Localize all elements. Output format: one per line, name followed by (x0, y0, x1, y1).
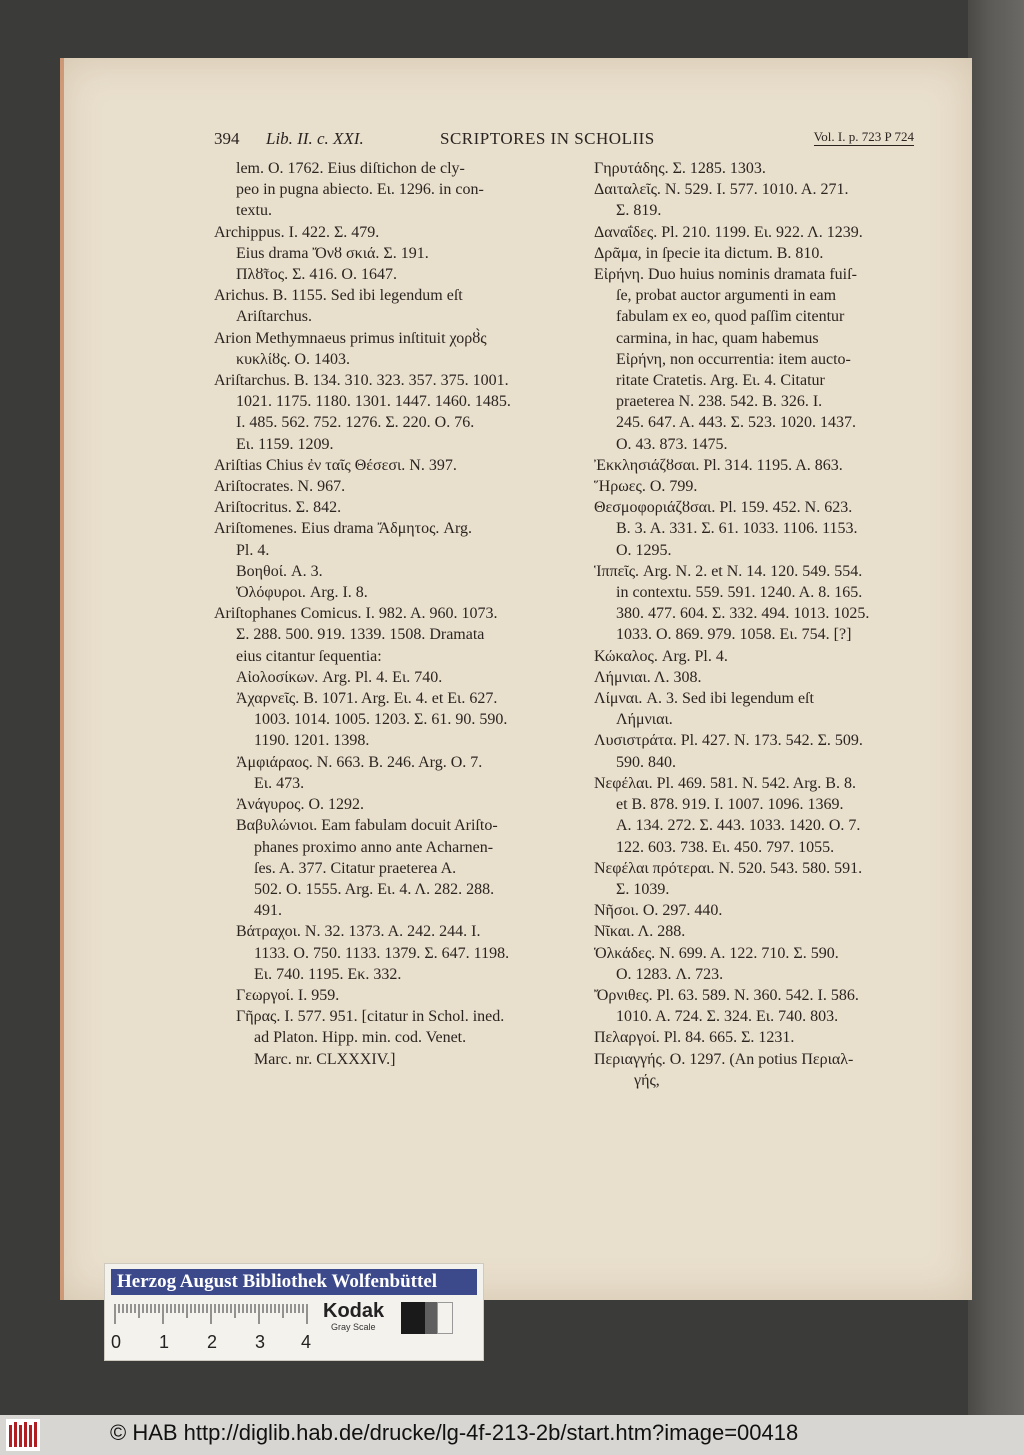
index-line: Νῖκαι. Λ. 288. (594, 923, 686, 941)
index-line: Archippus. I. 422. Σ. 479. (214, 223, 380, 241)
index-line: Αἰολοσίκων. Arg. Pl. 4. Eι. 740. (236, 668, 443, 686)
index-column-right (594, 158, 916, 1091)
index-line: Marc. nr. CLXXXIV.] (254, 1050, 396, 1068)
index-line: Πλȣ̃τος. Σ. 416. O. 1647. (236, 266, 397, 284)
index-line: 502. O. 1555. Arg. Eι. 4. Λ. 282. 288. (254, 880, 495, 898)
index-line: peo in pugna abiecto. Eι. 1296. in con- (236, 181, 484, 199)
index-line: Περιαγγής. O. 1297. (An potius Περιαλ- (594, 1050, 854, 1068)
index-line: Δαναΐδες. Pl. 210. 1199. Eι. 922. Λ. 1239. (594, 223, 863, 241)
chapter-reference: Lib. II. c. XXI. (266, 129, 364, 148)
scale-number: 0 (111, 1332, 122, 1352)
volume-reference: Vol. I. p. 723 P 724 (813, 129, 914, 144)
page-number: 394 (214, 129, 240, 148)
index-line: 1033. O. 869. 979. 1058. Eι. 754. [?] (616, 626, 852, 644)
index-line: Νῆσοι. O. 297. 440. (594, 902, 723, 920)
index-line: Ἥρωες. O. 799. (594, 478, 698, 496)
index-line: et B. 878. 919. I. 1007. 1096. 1369. (616, 796, 844, 814)
index-line: O. 1283. Λ. 723. (616, 965, 724, 983)
index-line: Eι. 1159. 1209. (236, 435, 334, 453)
index-line: eius citantur ſequentia: (236, 647, 382, 665)
index-line: Λυσιστράτα. Pl. 427. N. 173. 542. Σ. 509. (594, 732, 863, 750)
index-line: Λίμναι. A. 3. Sed ibi legendum eſt (594, 690, 814, 708)
index-line: Βοηθοί. A. 3. (236, 562, 323, 580)
page-edge (60, 58, 64, 1300)
index-line: textu. (236, 202, 272, 220)
white-swatch (437, 1302, 453, 1334)
index-line: Κώκαλος. Arg. Pl. 4. (594, 647, 728, 665)
index-line: Ἱππεῖς. Arg. N. 2. et N. 14. 120. 549. 554. (594, 562, 863, 580)
index-line: Πελαργοί. Pl. 84. 665. Σ. 1231. (594, 1029, 795, 1047)
index-line: Λήμνιαι. (616, 711, 673, 729)
index-line: I. 485. 562. 752. 1276. Σ. 220. O. 76. (236, 414, 475, 432)
index-line: 245. 647. A. 443. Σ. 523. 1020. 1437. (616, 414, 856, 432)
gray-scale-label: Gray Scale (331, 1322, 376, 1332)
index-line: ad Platon. Hipp. min. cod. Venet. (254, 1029, 467, 1047)
index-line: Νεφέλαι πρότεραι. N. 520. 543. 580. 591. (594, 859, 863, 877)
index-line: Δαιταλεῖς. N. 529. I. 577. 1010. A. 271. (594, 181, 849, 199)
index-line: O. 1295. (616, 541, 672, 559)
viewer-footer (0, 1415, 1024, 1455)
index-line: Ἀνάγυρος. O. 1292. (236, 796, 365, 814)
scanner-background (968, 0, 1024, 1415)
index-line: A. 134. 272. Σ. 443. 1033. 1420. O. 7. (616, 817, 861, 835)
scale-number: 1 (159, 1332, 170, 1352)
scale-number: 4 (301, 1332, 312, 1352)
scale-number: 3 (255, 1332, 266, 1352)
index-line: Ὄρνιθες. Pl. 63. 589. N. 360. 542. I. 586. (594, 986, 859, 1004)
scale-number: 2 (207, 1332, 218, 1352)
index-line: Εἰρήνη. Duo huius nominis dramata fuiſ- (594, 266, 857, 284)
color-calibration-target (104, 1263, 484, 1361)
index-line: Βάτραχοι. N. 32. 1373. A. 242. 244. I. (236, 923, 481, 941)
index-line: Γεωργοί. I. 959. (236, 986, 340, 1004)
index-line: 1133. O. 750. 1133. 1379. Σ. 647. 1198. (254, 944, 510, 962)
index-line: carmina, in hac, quam habemus (616, 329, 819, 347)
library-name: Herzog August Bibliothek Wolfenbüttel (111, 1269, 477, 1295)
index-line: Ὀλόφυροι. Arg. I. 8. (236, 584, 368, 602)
index-line: Δρᾶμα, in ſpecie ita dictum. B. 810. (594, 244, 824, 262)
index-line: phanes proximo anno ante Acharnen- (254, 838, 494, 856)
index-line: Eius drama Ὄνȣ σκιά. Σ. 191. (236, 244, 429, 262)
index-line: Ariſtophanes Comicus. I. 982. A. 960. 1073. (214, 605, 498, 623)
hab-logo-icon (6, 1419, 40, 1451)
index-line: in contextu. 559. 591. 1240. A. 8. 165. (616, 584, 863, 602)
index-line: Arion Methymnaeus primus inſtituit χορȣ̀ς (214, 329, 487, 347)
kodak-logo: Kodak (323, 1300, 385, 1322)
index-line: Σ. 819. (616, 202, 662, 220)
index-line: Σ. 1039. (616, 880, 670, 898)
gray-swatch (425, 1302, 437, 1334)
index-line: Arichus. B. 1155. Sed ibi legendum eſt (214, 287, 463, 305)
index-line: 380. 477. 604. Σ. 332. 494. 1013. 1025. (616, 605, 870, 623)
index-line: ritate Cratetis. Arg. Eι. 4. Citatur (616, 372, 825, 390)
index-line: 1021. 1175. 1180. 1301. 1447. 1460. 1485. (236, 393, 511, 411)
index-line: Γηρυτάδης. Σ. 1285. 1303. (594, 160, 766, 177)
index-line: praeterea N. 238. 542. B. 326. I. (616, 393, 823, 411)
index-line: 491. (254, 902, 282, 920)
black-swatch (401, 1302, 425, 1334)
copyright-url: © HAB http://diglib.hab.de/drucke/lg-4f-213-2b/start.htm?image=00418 (110, 1420, 799, 1445)
index-line: Ariſtocritus. Σ. 842. (214, 499, 342, 517)
index-line: ſes. A. 377. Citatur praeterea A. (254, 859, 457, 877)
index-line: lem. O. 1762. Eius diſtichon de cly- (236, 160, 465, 177)
index-line: 1003. 1014. 1005. 1203. Σ. 61. 90. 590. (254, 711, 508, 729)
index-line: ſe, probat auctor argumenti in eam (616, 287, 837, 305)
index-line: Eι. 473. (254, 774, 305, 792)
index-line: Ariſtias Chius ἐν ταῖς Θέσεσι. N. 397. (214, 456, 457, 474)
index-line: Βαβυλώνιοι. Eam fabulam docuit Ariſto- (236, 817, 498, 835)
index-line: Eι. 740. 1195. Eκ. 332. (254, 965, 402, 983)
index-line: Σ. 288. 500. 919. 1339. 1508. Dramata (236, 626, 485, 644)
index-line: Ἀμφιάραος. N. 663. B. 246. Arg. O. 7. (236, 753, 483, 771)
running-title: SCRIPTORES IN SCHOLIIS (440, 129, 655, 148)
index-line: Ariſtocrates. N. 967. (214, 478, 346, 496)
index-line: Εἰρήνη, non occurrentia: item aucto- (616, 350, 851, 368)
index-line: 1190. 1201. 1398. (254, 732, 370, 750)
index-line: Ὁλκάδες. N. 699. A. 122. 710. Σ. 590. (594, 944, 839, 962)
index-column-left (214, 158, 558, 1070)
index-line: fabulam ex eo, quod paſſim citentur (616, 308, 845, 326)
ruler-scale (113, 1304, 313, 1326)
index-line: Ariſtomenes. Eius drama Ἄδμητος. Arg. (214, 520, 473, 538)
index-line: Νεφέλαι. Pl. 469. 581. N. 542. Arg. B. 8. (594, 774, 856, 792)
index-line: Ariſtarchus. (236, 308, 312, 326)
index-line: κυκλίȣς. O. 1403. (236, 350, 350, 368)
index-line: 590. 840. (616, 753, 676, 771)
index-line: 122. 603. 738. Eι. 450. 797. 1055. (616, 838, 835, 856)
index-line: O. 43. 873. 1475. (616, 435, 728, 453)
index-line: Ariſtarchus. B. 134. 310. 323. 357. 375. 1001. (214, 372, 509, 390)
index-line: Γῆρας. I. 577. 951. [citatur in Schol. ined. (236, 1008, 505, 1026)
index-line: Ἀχαρνεῖς. B. 1071. Arg. Eι. 4. et Eι. 627. (236, 690, 498, 708)
index-line: 1010. A. 724. Σ. 324. Eι. 740. 803. (616, 1008, 839, 1026)
index-line: Ἐκκλησιάζȣσαι. Pl. 314. 1195. A. 863. (594, 456, 843, 474)
index-line: Λήμνιαι. Λ. 308. (594, 668, 702, 686)
running-header (214, 125, 914, 151)
index-line: B. 3. A. 331. Σ. 61. 1033. 1106. 1153. (616, 520, 858, 538)
index-line: Pl. 4. (236, 541, 270, 559)
index-line: γής, (634, 1071, 660, 1089)
index-line: Θεσμοφοριάζȣσαι. Pl. 159. 452. N. 623. (594, 499, 853, 517)
